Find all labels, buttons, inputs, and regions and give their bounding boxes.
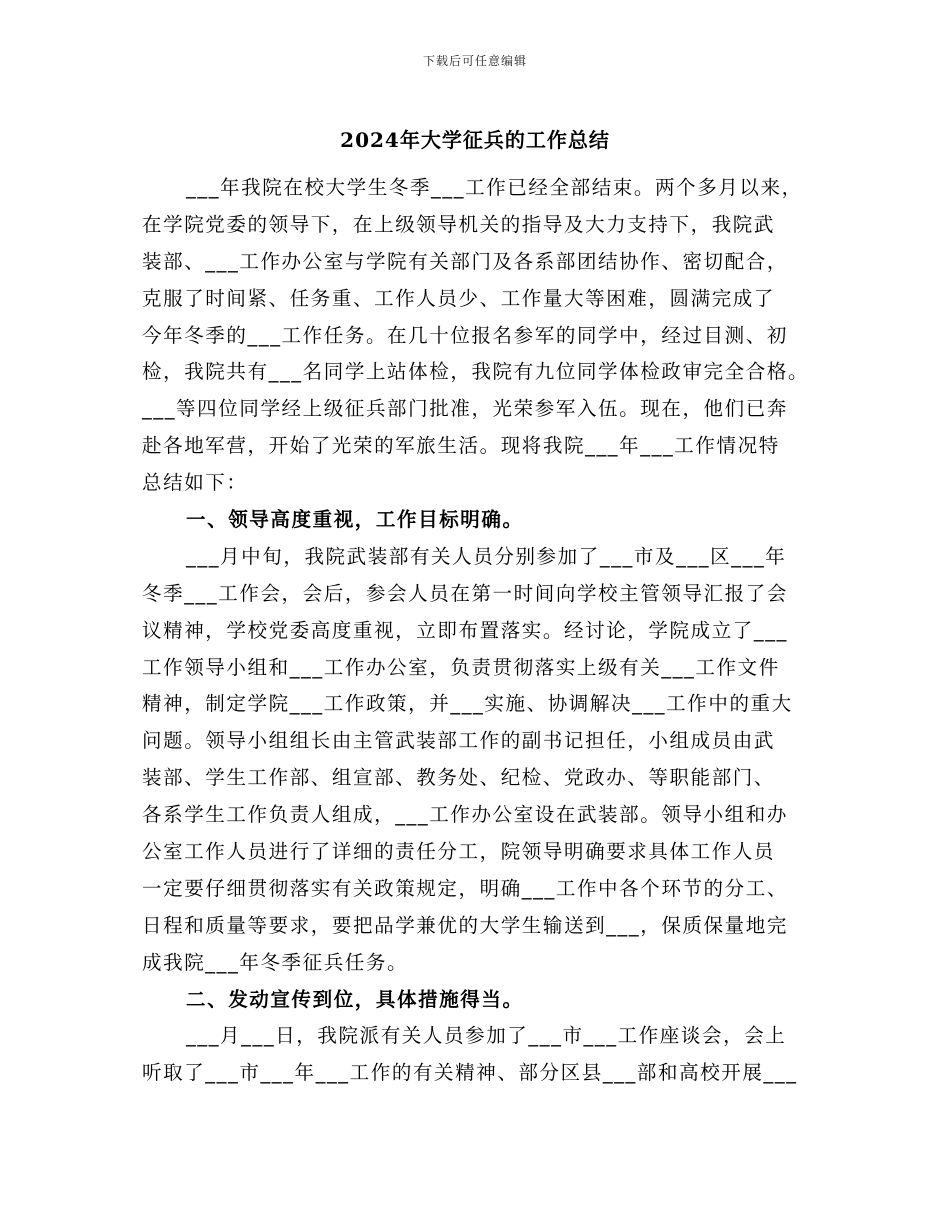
paragraph-line: 装部、学生工作部、组宣部、教务处、纪检、党政办、等职能部门、 — [142, 766, 776, 790]
paragraph-line: 议精神，学校党委高度重视，立即布置落实。经讨论，学院成立了___ — [142, 618, 788, 642]
paragraph-line: 听取了___市___年___工作的有关精神、部分区县___部和高校开展___ — [142, 1061, 798, 1085]
paragraph-line: ___等四位同学经上级征兵部门批准，光荣参军入伍。现在，他们已奔 — [142, 397, 788, 421]
paragraph-line: 冬季___工作会，会后，参会人员在第一时间向学校主管领导汇报了会 — [142, 581, 788, 605]
paragraph-line: 精神，制定学院___工作政策，并___实施、协调解决___工作中的重大 — [142, 692, 793, 716]
paragraph-line: 各系学生工作负责人组成，___工作办公室设在武装部。领导小组和办 — [142, 803, 788, 827]
paragraph-line: 日程和质量等要求，要把品学兼优的大学生输送到___，保质保量地完 — [142, 913, 788, 937]
paragraph-line: 总结如下： — [142, 471, 248, 495]
paragraph-line: 工作领导小组和___工作办公室，负责贯彻落实上级有关___工作文件 — [142, 655, 780, 679]
paragraph-line: ___年我院在校大学生冬季___工作已经全部结束。两个多月以来， — [186, 176, 803, 199]
section-heading: 一、领导高度重视，工作目标明确。 — [186, 508, 524, 532]
paragraph-line: ___月___日，我院派有关人员参加了___市___工作座谈会，会上 — [186, 1024, 787, 1048]
section-heading: 二、发动宣传到位，具体措施得当。 — [186, 987, 524, 1011]
paragraph-line: 公室工作人员进行了详细的责任分工，院领导明确要求具体工作人员 — [142, 840, 776, 864]
paragraph-line: 一定要仔细贯彻落实有关政策规定，明确___工作中各个环节的分工、 — [142, 876, 788, 900]
header-note: 下载后可任意编辑 — [422, 54, 527, 68]
paragraph-line: ___月中旬，我院武装部有关人员分别参加了___市及___区___年 — [186, 544, 787, 568]
paragraph-line: 今年冬季的___工作任务。在几十位报名参军的同学中，经过目测、初 — [142, 323, 788, 347]
paragraph-line: 成我院___年冬季征兵任务。 — [142, 950, 409, 974]
paragraph-line: 克服了时间紧、任务重、工作人员少、工作量大等困难，圆满完成了 — [142, 286, 776, 310]
document-title: 2024年大学征兵的工作总结 — [340, 128, 610, 152]
paragraph-line: 在学院党委的领导下，在上级领导机关的指导及大力支持下，我院武 — [142, 212, 776, 236]
paragraph-line: 问题。领导小组组长由主管武装部工作的副书记担任，小组成员由武 — [142, 729, 776, 753]
paragraph-line: 赴各地军营，开始了光荣的军旅生活。现将我院___年___工作情况特 — [142, 434, 780, 458]
paragraph-line: 检，我院共有___名同学上站体检，我院有九位同学体检政审完全合格。 — [142, 360, 810, 384]
document-body — [142, 170, 812, 1092]
paragraph-line: 装部、___工作办公室与学院有关部门及各系部团结协作、密切配合， — [142, 249, 788, 273]
